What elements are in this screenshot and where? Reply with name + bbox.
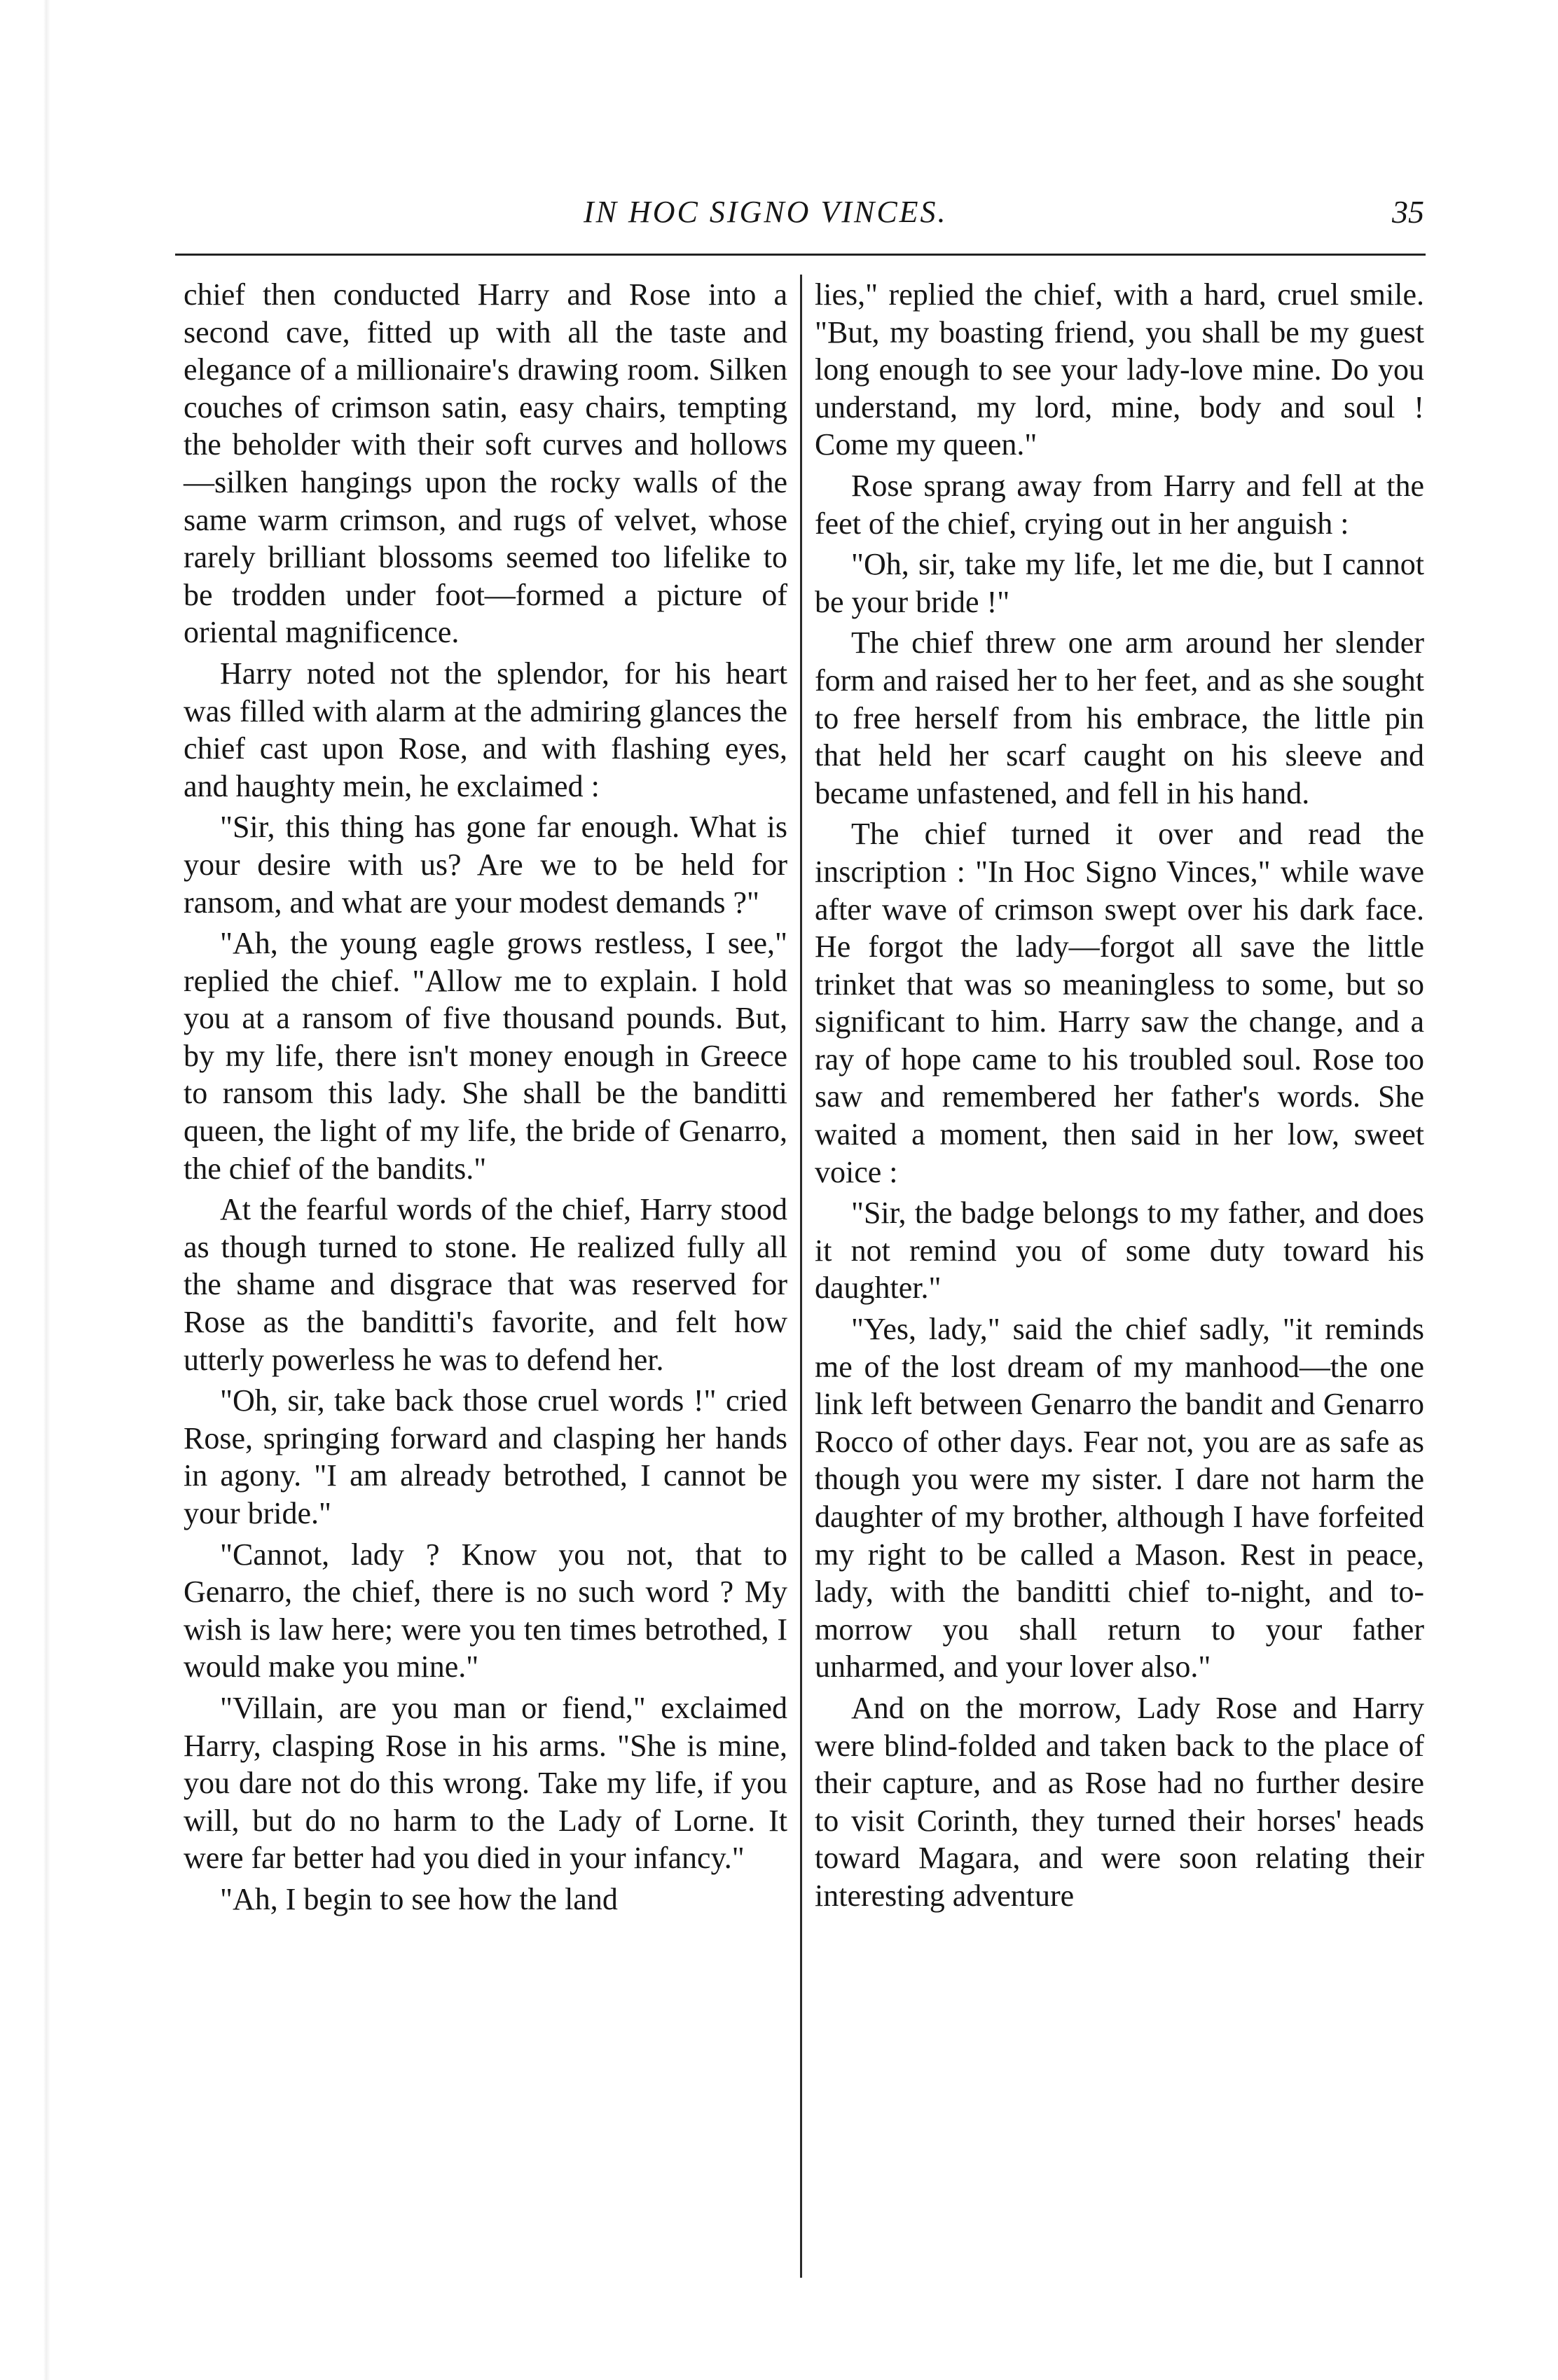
paragraph: The chief threw one arm around her slender form and raised her to her feet, and as she sought to free herself from his embrace, the little pin that held her scarf caught on his sleeve and became unfastened, and fell in his hand. — [815, 625, 1424, 810]
paragraph: "Sir, this thing has gone far enough. What is your desire with us? Are we to be held for ransom, and what are your modest demands ?" — [184, 810, 787, 920]
binding-gutter-shadow — [43, 0, 50, 2380]
header-rule — [175, 254, 1426, 256]
paragraph: "Villain, are you man or fiend," exclaimed Harry, clasping Rose in his arms. "She is mine, you dare not do this wrong. Take my life, if you will, but do no harm to the Lady of Lorne. It were far better had you died in your infancy." — [184, 1690, 787, 1876]
paragraph: lies," replied the chief, with a hard, cruel smile. "But, my boasting friend, you shall be my guest long enough to see your lady-love mine. Do you understand, my lord, mine, body and soul ! Come my queen." — [815, 277, 1424, 462]
paragraph: The chief turned it over and read the inscription : "In Hoc Signo Vinces," while wave after wave of crimson swept over his dark face. He forgot the lady—forgot all save the little trinket that was so meaningless to some, but so significant to him. Harry saw the change, and a ray of hope came to his troubled soul. Rose too saw and remembered her father's words. She waited a moment, then said in her low, sweet voice : — [815, 817, 1424, 1189]
paragraph: chief then conducted Harry and Rose into a second cave, fitted up with all the taste and elegance of a millionaire's drawing room. Silken couches of crimson satin, easy chairs, tempting the beholder with their soft curves and hollows—silken hangings upon the rocky walls of the same warm crimson, and rugs of velvet, whose rarely brilliant blossoms seemed too lifelike to be trodden under foot—formed a picture of oriental magnificence. — [184, 277, 787, 650]
paragraph: Harry noted not the splendor, for his heart was filled with alarm at the admiring glances the chief cast upon Rose, and with flashing eyes, and haughty mein, he exclaimed : — [184, 656, 787, 803]
running-head — [181, 188, 1424, 237]
paragraph: "Sir, the badge belongs to my father, and does it not remind you of some duty toward his daughter." — [815, 1196, 1424, 1306]
right-column — [815, 276, 1424, 1915]
page-number: 35 — [1392, 194, 1424, 230]
paragraph: "Yes, lady," said the chief sadly, "it reminds me of the lost dream of my manhood—the one link left between Genarro the bandit and Genarro Rocco of other days. Fear not, you are as safe as though you were my sister. I dare not harm the daughter of my brother, although I have forfeited my right to be called a Mason. Rest in peace, lady, with the banditti chief to-night, and to-morrow you shall return to your father unharmed, and your lover also." — [815, 1312, 1424, 1684]
left-column — [184, 276, 787, 1918]
paragraph: "Ah, the young eagle grows restless, I see," replied the chief. "Allow me to explain. I hold you at a ransom of five thousand pounds. But, by my life, there isn't money enough in Greece to ransom this lady. She shall be the banditti queen, the light of my life, the bride of Genarro, the chief of the bandits." — [184, 926, 787, 1186]
paragraph: And on the morrow, Lady Rose and Harry were blind-folded and taken back to the place of their capture, and as Rose had no further desire to visit Corinth, they turned their horses' heads toward Magara, and were soon relating their interesting adventure — [815, 1690, 1424, 1913]
paragraph: "Cannot, lady ? Know you not, that to Genarro, the chief, there is no such word ? My wish is law here; were you ten times betrothed, I would make you mine." — [184, 1537, 787, 1684]
paragraph: "Ah, I begin to see how the land — [220, 1881, 618, 1916]
running-title: IN HOC SIGNO VINCES. — [584, 195, 948, 229]
column-divider — [800, 275, 802, 2278]
paragraph: At the fearful words of the chief, Harry stood as though turned to stone. He realized fully all the shame and disgrace that was reserved for Rose as the banditti's favorite, and felt how utterly powerless he was to defend her. — [184, 1192, 787, 1377]
paragraph: "Oh, sir, take back those cruel words !" cried Rose, springing forward and clasping her hands in agony. "I am already betrothed, I cannot be your bride." — [184, 1383, 787, 1530]
paragraph: Rose sprang away from Harry and fell at the feet of the chief, crying out in her anguish : — [815, 468, 1424, 541]
paragraph: "Oh, sir, take my life, let me die, but I cannot be your bride !" — [815, 547, 1424, 619]
